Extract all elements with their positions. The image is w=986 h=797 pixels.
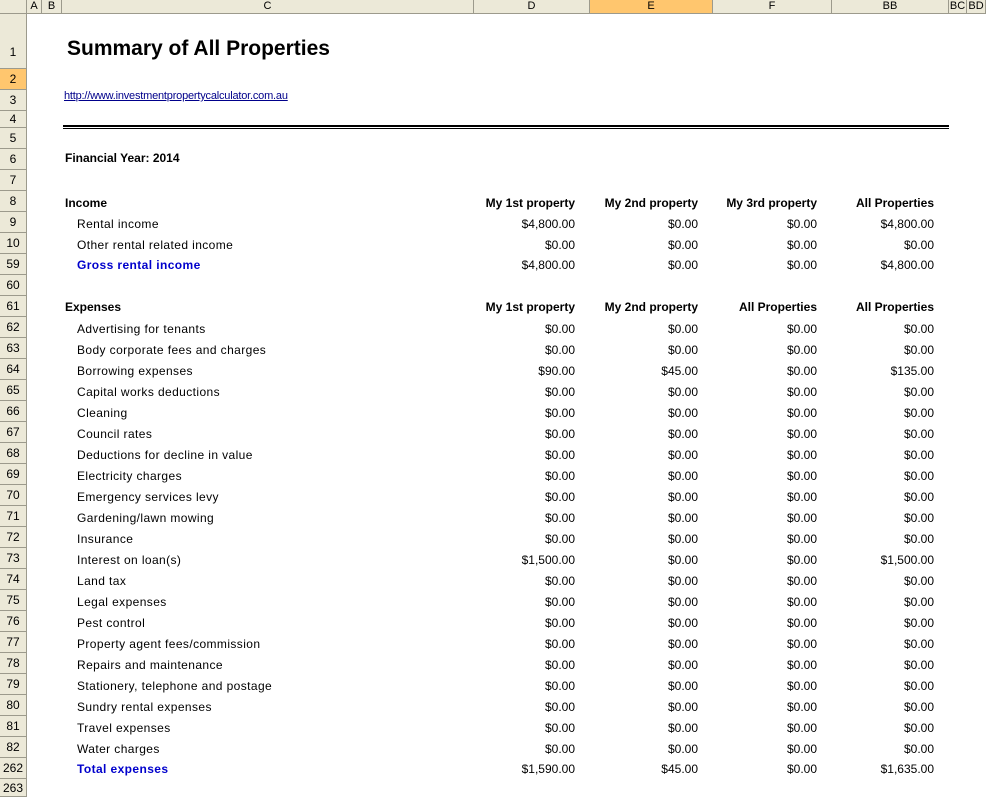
table-row[interactable] xyxy=(27,214,986,235)
table-row[interactable] xyxy=(27,508,986,529)
row-header[interactable]: 82 xyxy=(0,737,26,758)
cell-value[interactable]: $0.00 xyxy=(786,553,817,567)
row-header[interactable]: 64 xyxy=(0,359,26,380)
cell-value[interactable]: $0.00 xyxy=(903,616,934,630)
expenses-header: Expenses xyxy=(65,300,122,314)
row-header-bar xyxy=(0,14,27,797)
cell-value[interactable]: $0.00 xyxy=(544,595,575,609)
row-header[interactable]: 5 xyxy=(0,128,26,149)
cell-value[interactable]: $0.00 xyxy=(667,742,698,756)
cell-value[interactable]: $0.00 xyxy=(786,322,817,336)
row-label: Council rates xyxy=(77,427,153,441)
cell-value[interactable]: $0.00 xyxy=(544,322,575,336)
row-label: Interest on loan(s) xyxy=(77,553,182,567)
divider xyxy=(63,128,949,129)
cell-value[interactable]: $0.00 xyxy=(667,385,698,399)
cell-value[interactable]: $0.00 xyxy=(903,406,934,420)
cell-value[interactable]: $0.00 xyxy=(544,658,575,672)
row-label: Borrowing expenses xyxy=(77,364,193,378)
table-row[interactable] xyxy=(27,676,986,697)
row-label: Pest control xyxy=(77,616,146,630)
cell-value[interactable]: $0.00 xyxy=(903,700,934,714)
gross-income-label: Gross rental income xyxy=(77,258,201,272)
cell-value[interactable]: $0.00 xyxy=(786,406,817,420)
row-header[interactable]: 67 xyxy=(0,422,26,443)
row-header[interactable]: 73 xyxy=(0,548,26,569)
row-header[interactable]: 68 xyxy=(0,443,26,464)
row-label: Stationery, telephone and postage xyxy=(77,679,273,693)
cell-value[interactable]: $0.00 xyxy=(667,553,698,567)
table-row[interactable] xyxy=(27,382,986,403)
row-header[interactable]: 78 xyxy=(0,653,26,674)
table-row[interactable] xyxy=(27,655,986,676)
table-row[interactable] xyxy=(27,487,986,508)
cell-value[interactable]: $0.00 xyxy=(544,721,575,735)
total-expenses-row[interactable] xyxy=(27,759,986,780)
cell-value[interactable]: $0.00 xyxy=(786,238,817,252)
worksheet[interactable] xyxy=(27,14,986,797)
column-header-bar xyxy=(0,0,986,14)
cell-value[interactable]: $0.00 xyxy=(667,679,698,693)
cell-value[interactable]: $0.00 xyxy=(903,574,934,588)
row-header[interactable]: 70 xyxy=(0,485,26,506)
row-header[interactable]: 262 xyxy=(0,758,26,779)
cell-value[interactable]: $0.00 xyxy=(667,616,698,630)
cell-value[interactable]: $0.00 xyxy=(786,427,817,441)
cell-value[interactable]: $0.00 xyxy=(903,532,934,546)
table-row[interactable] xyxy=(27,529,986,550)
page-title: Summary of All Properties xyxy=(67,37,330,60)
table-row[interactable] xyxy=(27,424,986,445)
cell-value[interactable]: $0.00 xyxy=(903,322,934,336)
cell-value[interactable]: $0.00 xyxy=(544,238,575,252)
column-header-bc[interactable]: BC xyxy=(949,0,966,12)
table-row[interactable] xyxy=(27,718,986,739)
cell-value[interactable]: $4,800.00 xyxy=(521,258,575,272)
column-title: My 1st property xyxy=(485,196,575,210)
cell-value[interactable]: $0.00 xyxy=(544,343,575,357)
row-header[interactable]: 74 xyxy=(0,569,26,590)
table-row[interactable] xyxy=(27,319,986,340)
row-label: Deductions for decline in value xyxy=(77,448,253,462)
table-row[interactable] xyxy=(27,466,986,487)
row-header[interactable]: 76 xyxy=(0,611,26,632)
row-header[interactable]: 71 xyxy=(0,506,26,527)
cell-value[interactable]: $0.00 xyxy=(667,700,698,714)
row-label: Body corporate fees and charges xyxy=(77,343,267,357)
table-row[interactable] xyxy=(27,613,986,634)
cell-value[interactable]: $1,500.00 xyxy=(880,553,934,567)
cell-value[interactable]: $0.00 xyxy=(786,658,817,672)
cell-value[interactable]: $0.00 xyxy=(786,490,817,504)
row-label: Advertising for tenants xyxy=(77,322,206,336)
cell-value[interactable]: $0.00 xyxy=(786,364,817,378)
row-header[interactable]: 66 xyxy=(0,401,26,422)
cell-value[interactable]: $0.00 xyxy=(544,679,575,693)
cell-value[interactable]: $0.00 xyxy=(667,448,698,462)
row-header[interactable]: 77 xyxy=(0,632,26,653)
row-header[interactable]: 79 xyxy=(0,674,26,695)
expenses-header-row xyxy=(27,297,986,318)
gross-income-row[interactable] xyxy=(27,255,986,276)
cell-value[interactable]: $0.00 xyxy=(903,511,934,525)
row-header[interactable]: 81 xyxy=(0,716,26,737)
cell-value[interactable]: $0.00 xyxy=(903,721,934,735)
table-row[interactable] xyxy=(27,634,986,655)
cell-value[interactable]: $0.00 xyxy=(667,658,698,672)
cell-value[interactable]: $0.00 xyxy=(786,469,817,483)
cell-value[interactable]: $0.00 xyxy=(544,406,575,420)
column-header-e[interactable]: E xyxy=(590,0,713,13)
cell-value[interactable]: $0.00 xyxy=(786,679,817,693)
row-header[interactable]: 80 xyxy=(0,695,26,716)
row-header[interactable]: 65 xyxy=(0,380,26,401)
cell-value[interactable]: $0.00 xyxy=(667,322,698,336)
row-label: Travel expenses xyxy=(77,721,171,735)
table-row[interactable] xyxy=(27,445,986,466)
column-title: All Properties xyxy=(738,300,817,314)
table-row[interactable] xyxy=(27,571,986,592)
row-label: Insurance xyxy=(77,532,134,546)
cell-value[interactable]: $0.00 xyxy=(667,258,698,272)
table-row[interactable] xyxy=(27,403,986,424)
cell-value[interactable]: $0.00 xyxy=(903,742,934,756)
cell-value[interactable]: $0.00 xyxy=(786,217,817,231)
cell-value[interactable]: $0.00 xyxy=(544,616,575,630)
cell-value[interactable]: $0.00 xyxy=(903,469,934,483)
cell-value[interactable]: $4,800.00 xyxy=(521,217,575,231)
cell-value[interactable]: $0.00 xyxy=(667,532,698,546)
cell-value[interactable]: $0.00 xyxy=(544,511,575,525)
cell-value[interactable]: $0.00 xyxy=(786,532,817,546)
cell-value[interactable]: $0.00 xyxy=(903,658,934,672)
cell-value[interactable]: $1,590.00 xyxy=(521,762,575,776)
cell-value[interactable]: $0.00 xyxy=(544,385,575,399)
cell-value[interactable]: $0.00 xyxy=(903,385,934,399)
row-label: Legal expenses xyxy=(77,595,167,609)
cell-value[interactable]: $0.00 xyxy=(667,406,698,420)
column-title: My 2nd property xyxy=(604,300,698,314)
row-header[interactable]: 4 xyxy=(0,111,26,128)
cell-value[interactable]: $1,635.00 xyxy=(880,762,934,776)
row-label: Rental income xyxy=(77,217,159,231)
cell-value[interactable]: $0.00 xyxy=(667,574,698,588)
row-header[interactable]: 62 xyxy=(0,317,26,338)
row-label: Land tax xyxy=(77,574,127,588)
cell-value[interactable]: $0.00 xyxy=(667,637,698,651)
row-header[interactable]: 63 xyxy=(0,338,26,359)
row-label: Repairs and maintenance xyxy=(77,658,223,672)
column-title: All Properties xyxy=(855,300,934,314)
cell-value[interactable]: $0.00 xyxy=(544,637,575,651)
cell-value[interactable]: $0.00 xyxy=(786,385,817,399)
row-label: Water charges xyxy=(77,742,160,756)
row-header[interactable]: 263 xyxy=(0,779,26,797)
cell-value[interactable]: $0.00 xyxy=(667,469,698,483)
cell-value[interactable]: $45.00 xyxy=(661,364,698,378)
row-label: Capital works deductions xyxy=(77,385,221,399)
website-link[interactable]: http://www.investmentpropertycalculator.com.au xyxy=(64,90,288,102)
cell-value[interactable]: $0.00 xyxy=(903,448,934,462)
cell-value[interactable]: $0.00 xyxy=(903,238,934,252)
cell-value[interactable]: $0.00 xyxy=(667,427,698,441)
row-header[interactable]: 61 xyxy=(0,296,26,317)
cell-value[interactable]: $45.00 xyxy=(661,762,698,776)
cell-value[interactable]: $0.00 xyxy=(667,511,698,525)
cell-value[interactable]: $4,800.00 xyxy=(880,258,934,272)
row-header[interactable]: 75 xyxy=(0,590,26,611)
total-expenses-label: Total expenses xyxy=(77,762,169,776)
cell-value[interactable]: $0.00 xyxy=(786,595,817,609)
cell-value[interactable]: $0.00 xyxy=(903,637,934,651)
row-header[interactable]: 59 xyxy=(0,254,26,275)
table-row[interactable] xyxy=(27,550,986,571)
row-header[interactable]: 1 xyxy=(0,14,26,69)
income-header: Income xyxy=(65,196,108,210)
row-header[interactable]: 72 xyxy=(0,527,26,548)
cell-value[interactable]: $0.00 xyxy=(544,469,575,483)
cell-value[interactable]: $0.00 xyxy=(667,595,698,609)
cell-value[interactable]: $0.00 xyxy=(786,721,817,735)
cell-value[interactable]: $0.00 xyxy=(667,721,698,735)
cell-value[interactable]: $0.00 xyxy=(667,490,698,504)
row-label: Cleaning xyxy=(77,406,128,420)
cell-value[interactable]: $0.00 xyxy=(903,490,934,504)
cell-value[interactable]: $0.00 xyxy=(544,700,575,714)
table-row[interactable] xyxy=(27,340,986,361)
cell-value[interactable]: $0.00 xyxy=(544,448,575,462)
cell-value[interactable]: $0.00 xyxy=(544,490,575,504)
table-row[interactable] xyxy=(27,697,986,718)
row-header[interactable]: 60 xyxy=(0,275,26,296)
cell-value[interactable]: $0.00 xyxy=(544,574,575,588)
table-row[interactable] xyxy=(27,739,986,760)
select-all-corner[interactable] xyxy=(0,0,27,13)
row-header[interactable]: 6 xyxy=(0,149,26,170)
row-header[interactable]: 9 xyxy=(0,212,26,233)
cell-value[interactable]: $0.00 xyxy=(786,762,817,776)
column-header-b[interactable]: B xyxy=(42,0,62,13)
cell-value[interactable]: $0.00 xyxy=(544,532,575,546)
row-label: Property agent fees/commission xyxy=(77,637,261,651)
financial-year-label: Financial Year: 2014 xyxy=(65,151,180,165)
column-header-c[interactable]: C xyxy=(62,0,474,13)
cell-value[interactable]: $0.00 xyxy=(786,574,817,588)
cell-value[interactable]: $0.00 xyxy=(786,258,817,272)
cell-value[interactable]: $0.00 xyxy=(903,343,934,357)
cell-value[interactable]: $4,800.00 xyxy=(880,217,934,231)
table-row[interactable] xyxy=(27,235,986,256)
row-header[interactable]: 7 xyxy=(0,170,26,191)
row-header[interactable]: 10 xyxy=(0,233,26,254)
column-header-bb[interactable]: BB xyxy=(832,0,949,13)
column-header-a[interactable]: A xyxy=(27,0,42,13)
cell-value[interactable]: $0.00 xyxy=(544,742,575,756)
cell-value[interactable]: $90.00 xyxy=(538,364,575,378)
row-label: Sundry rental expenses xyxy=(77,700,212,714)
row-header[interactable]: 8 xyxy=(0,191,26,212)
row-header[interactable]: 3 xyxy=(0,90,26,111)
cell-value[interactable]: $1,500.00 xyxy=(521,553,575,567)
cell-value[interactable]: $0.00 xyxy=(786,343,817,357)
cell-value[interactable]: $0.00 xyxy=(544,427,575,441)
row-label: Other rental related income xyxy=(77,238,234,252)
column-title: My 1st property xyxy=(485,300,575,314)
cell-value[interactable]: $0.00 xyxy=(786,511,817,525)
cell-value[interactable]: $0.00 xyxy=(667,343,698,357)
cell-value[interactable]: $0.00 xyxy=(786,616,817,630)
cell-value[interactable]: $0.00 xyxy=(786,700,817,714)
row-header[interactable]: 69 xyxy=(0,464,26,485)
cell-value[interactable]: $0.00 xyxy=(667,217,698,231)
cell-value[interactable]: $0.00 xyxy=(903,595,934,609)
column-header-bd[interactable]: BD xyxy=(967,0,986,13)
row-label: Gardening/lawn mowing xyxy=(77,511,215,525)
row-label: Emergency services levy xyxy=(77,490,219,504)
cell-value[interactable]: $135.00 xyxy=(890,364,934,378)
cell-value[interactable]: $0.00 xyxy=(667,238,698,252)
column-title: All Properties xyxy=(855,196,934,210)
table-row[interactable] xyxy=(27,361,986,382)
column-header-f[interactable]: F xyxy=(713,0,832,13)
cell-value[interactable]: $0.00 xyxy=(786,742,817,756)
column-title: My 3rd property xyxy=(726,196,817,210)
cell-value[interactable]: $0.00 xyxy=(903,679,934,693)
row-label: Electricity charges xyxy=(77,469,182,483)
table-row[interactable] xyxy=(27,592,986,613)
cell-value[interactable]: $0.00 xyxy=(786,637,817,651)
column-header-d[interactable]: D xyxy=(474,0,590,13)
column-title: My 2nd property xyxy=(604,196,698,210)
cell-value[interactable]: $0.00 xyxy=(903,427,934,441)
divider xyxy=(63,125,949,127)
cell-value[interactable]: $0.00 xyxy=(786,448,817,462)
row-header[interactable]: 2 xyxy=(0,69,26,90)
income-header-row xyxy=(27,193,986,214)
